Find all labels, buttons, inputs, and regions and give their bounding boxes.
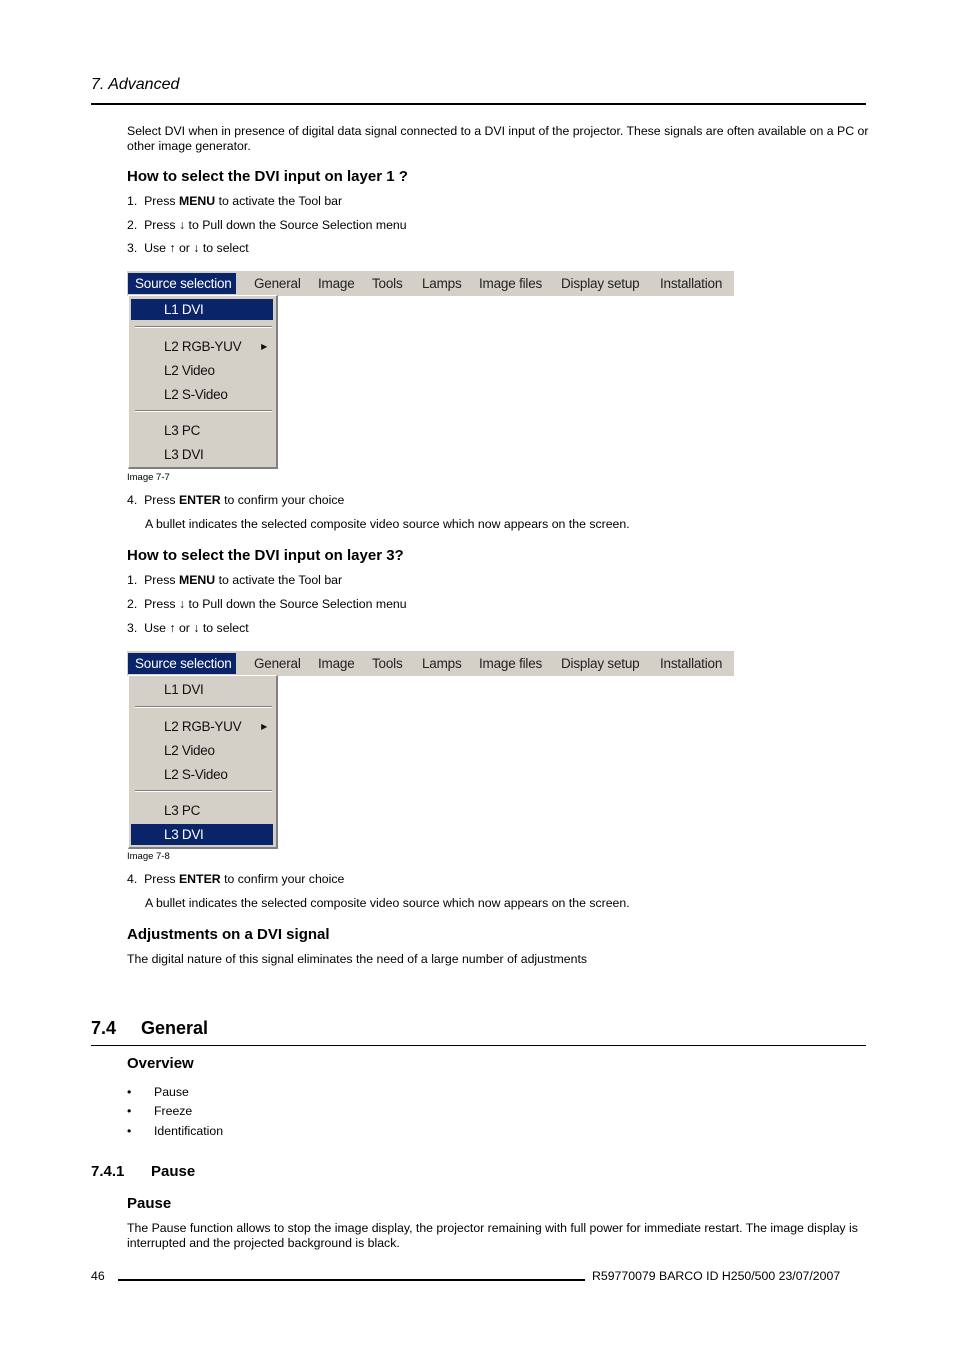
menu-general[interactable]: General [254,276,301,291]
source-dropdown [128,295,278,469]
menu-image-files[interactable]: Image files [479,656,543,671]
layer1-step-2: 2. Press ↓ to Pull down the Source Selection menu [127,218,407,232]
pause-heading: Pause [127,1195,172,1212]
menu-item-l1-dvi[interactable]: L1 DVI [164,682,204,697]
menu-display-setup[interactable]: Display setup [561,656,640,671]
menu-installation[interactable]: Installation [660,656,723,671]
menu-separator [135,326,272,328]
menu-image[interactable]: Image [318,656,355,671]
menu-separator [135,790,272,792]
header-rule [91,103,866,105]
submenu-arrow-icon: ▶ [261,722,267,731]
layer1-step-4: 4. Press ENTER to confirm your choice [127,493,345,507]
menu-image[interactable]: Image [318,276,355,291]
layer3-heading: How to select the DVI input on layer 3? [127,547,404,564]
bullet-icon: • [127,1085,132,1099]
menu-source-selection[interactable]: Source selection [128,273,236,294]
layer3-step-4: 4. Press ENTER to confirm your choice [127,872,345,886]
chapter-header: 7. Advanced [91,76,180,93]
bullet-icon: • [127,1124,132,1138]
footer-document-id: R59770079 BARCO ID H250/500 23/07/2007 [592,1269,841,1283]
layer3-step-2: 2. Press ↓ to Pull down the Source Selection menu [127,597,407,611]
menu-tools[interactable]: Tools [372,276,403,291]
menu-display-setup[interactable]: Display setup [561,276,640,291]
menu-item-l1-dvi[interactable]: L1 DVI [131,299,273,320]
pause-paragraph: The Pause function allows to stop the image display, the projector remaining with full power for immediate restart. The image display is interrupted and the projected background is black. [127,1221,858,1250]
menu-bar [127,271,734,296]
subsection-title: 7.4.1 Pause [91,1163,196,1180]
menu-image-files[interactable]: Image files [479,276,543,291]
adjust-paragraph: The digital nature of this signal eliminates the need of a large number of adjustments [127,952,588,966]
overview-heading: Overview [127,1055,194,1072]
layer1-step-1: 1. Press MENU to activate the Tool bar [127,194,343,208]
menu-screenshot-layer3 [127,651,734,851]
bullet-icon: • [127,1104,132,1118]
menu-lamps[interactable]: Lamps [422,276,462,291]
menu-item-l2-video[interactable]: L2 Video [164,743,215,758]
menu-item-l2-rgb-yuv[interactable]: L2 RGB-YUV ▶ [131,336,273,357]
menu-item-l2-s-video[interactable]: L2 S-Video [164,387,228,402]
section-title: 7.4 General [91,1018,209,1038]
image-caption: Image 7-8 [127,851,170,862]
menu-general[interactable]: General [254,656,301,671]
source-dropdown [128,675,278,849]
menu-item-l3-dvi[interactable]: L3 DVI [131,824,273,845]
image-caption: Image 7-7 [127,472,170,483]
layer1-note: A bullet indicates the selected composite video source which now appears on the screen. [145,517,630,531]
menu-item-l3-dvi[interactable]: L3 DVI [164,447,204,462]
menu-item-l3-pc[interactable]: L3 PC [164,423,201,438]
menu-tools[interactable]: Tools [372,656,403,671]
page-number: 46 [91,1269,105,1283]
menu-bar [127,651,734,676]
layer1-step-3: 3. Use ↑ or ↓ to select [127,241,249,255]
menu-installation[interactable]: Installation [660,276,723,291]
layer3-step-3: 3. Use ↑ or ↓ to select [127,621,249,635]
menu-lamps[interactable]: Lamps [422,656,462,671]
menu-separator [135,706,272,708]
menu-item-l3-pc[interactable]: L3 PC [164,803,201,818]
footer-rule [118,1279,585,1281]
menu-screenshot-layer1 [127,271,734,471]
menu-separator [135,410,272,412]
menu-item-l2-video[interactable]: L2 Video [164,363,215,378]
menu-item-l2-s-video[interactable]: L2 S-Video [164,767,228,782]
layer3-note: A bullet indicates the selected composite video source which now appears on the screen. [145,896,630,910]
layer1-heading: How to select the DVI input on layer 1 ? [127,168,408,185]
section-rule [91,1045,866,1046]
layer3-step-1: 1. Press MENU to activate the Tool bar [127,573,343,587]
intro-paragraph: Select DVI when in presence of digital data signal connected to a DVI input of the projector. These signals are often available on a PC or other image generator. [127,124,869,153]
submenu-arrow-icon: ▶ [261,342,267,351]
menu-item-l2-rgb-yuv[interactable]: L2 RGB-YUV ▶ [131,716,273,737]
menu-source-selection[interactable]: Source selection [128,653,236,674]
adjust-heading: Adjustments on a DVI signal [127,926,330,943]
